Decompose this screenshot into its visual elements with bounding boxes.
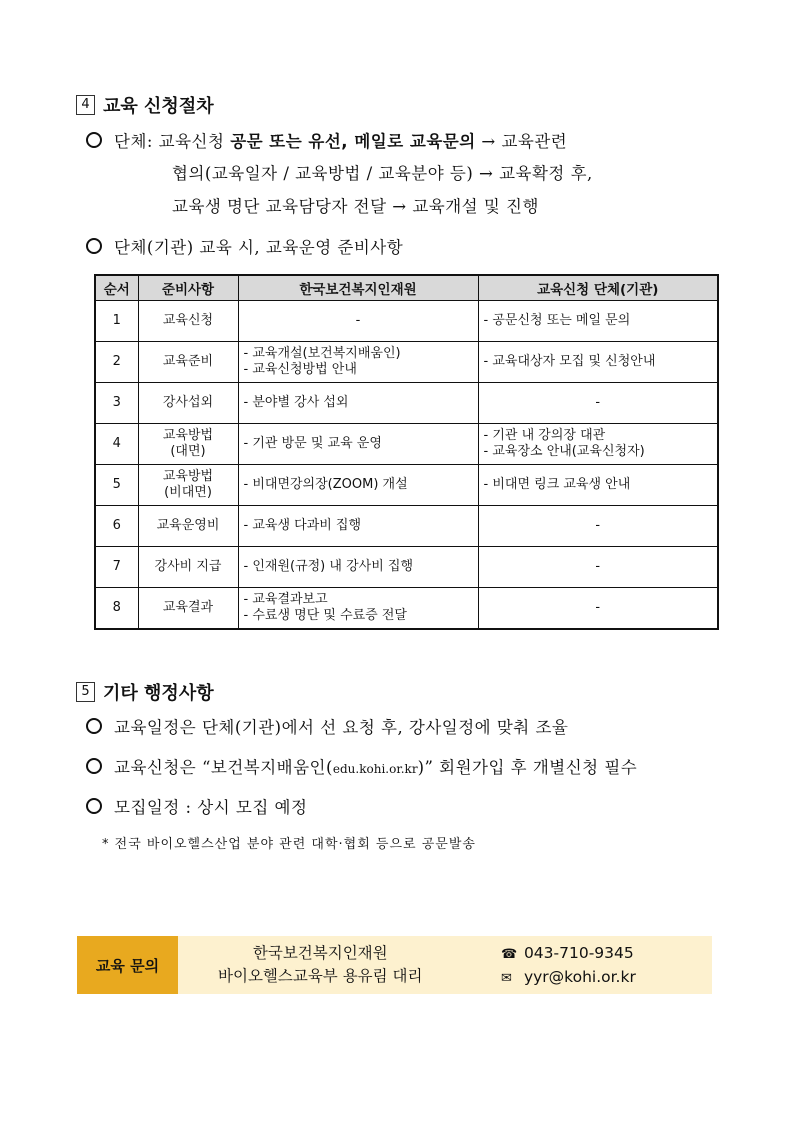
kohi-task-line: - 기관 방문 및 교육 운영 — [243, 436, 382, 451]
kohi-task-line: - 교육신청방법 안내 — [243, 362, 357, 377]
prep-item-text: 교육운영비 — [156, 518, 220, 533]
circle-bullet-icon — [86, 718, 102, 734]
row-number — [95, 547, 138, 588]
row-number-text: 2 — [112, 354, 121, 369]
prep-item — [138, 465, 238, 506]
org-task-line: - 비대면 링크 교육생 안내 — [483, 477, 631, 492]
kohi-task — [238, 547, 478, 588]
phone-icon: ☎ — [501, 947, 518, 962]
section-title: 기타 행정사항 — [103, 683, 214, 704]
prep-item-text: 교육방법 (비대면) — [162, 469, 214, 500]
kohi-task-line: - 수료생 명단 및 수료증 전달 — [243, 608, 407, 623]
procedure-line-3: 교육생 명단 교육담당자 전달 → 교육개설 및 진행 — [172, 197, 539, 216]
procedure-paragraph: 단체: 교육신청 공문 또는 유선, 메일로 교육문의 → 교육관련 — [86, 128, 567, 152]
header-cell: 준비사항 — [138, 275, 238, 301]
table-row — [95, 547, 718, 588]
org-task-line: - — [595, 559, 601, 574]
site-url: edu.kohi.or.kr — [332, 762, 418, 776]
org-task-line: - 교육대상자 모집 및 신청안내 — [483, 354, 656, 369]
schedule-paragraph: 교육일정은 단체(기관)에서 선 요청 후, 강사일정에 맞춰 조율 — [86, 714, 568, 738]
footnote: * 전국 바이오헬스산업 분야 관련 대학·협회 등으로 공문발송 — [102, 837, 476, 852]
contact-phone: 043-710-9345 — [523, 944, 634, 962]
circle-bullet-icon — [86, 758, 102, 774]
kohi-task — [238, 588, 478, 630]
kohi-task-line: - 분야별 강사 섭외 — [243, 395, 349, 410]
org-task — [478, 301, 718, 342]
org-task-line: - — [595, 600, 601, 615]
prep-item-text: 교육준비 — [162, 354, 214, 369]
kohi-task — [238, 342, 478, 383]
prep-item-text: 교육결과 — [162, 600, 214, 615]
circle-bullet-icon — [86, 798, 102, 814]
table-row — [95, 424, 718, 465]
prep-item — [138, 301, 238, 342]
signup-paragraph: 교육신청은 “보건복지배움인(edu.kohi.or.kr)” 회원가입 후 개별신청 필수 — [86, 754, 637, 778]
circle-bullet-icon — [86, 132, 102, 148]
prep-item-text: 교육신청 — [162, 313, 214, 328]
contact-org-block — [218, 942, 423, 988]
prep-item — [138, 506, 238, 547]
row-number — [95, 342, 138, 383]
circle-bullet-icon — [86, 238, 102, 254]
contact-email[interactable]: yyr@kohi.or.kr — [523, 968, 636, 986]
row-number-text: 5 — [112, 477, 121, 492]
kohi-task-line: - 교육개설(보건복지배움인) — [243, 346, 401, 361]
contact-body — [178, 936, 712, 994]
org-task-line: - 기관 내 강의장 대관 — [483, 428, 606, 443]
contact-label: 교육 문의 — [77, 936, 178, 994]
contact-person: 바이오헬스교육부 용유림 대리 — [218, 967, 423, 985]
contact-info — [501, 942, 636, 990]
section-title: 교육 신청절차 — [103, 96, 214, 117]
prep-item — [138, 342, 238, 383]
prep-item — [138, 547, 238, 588]
row-number-text: 1 — [112, 313, 121, 328]
row-number-text: 8 — [112, 600, 121, 615]
kohi-task — [238, 301, 478, 342]
contact-org: 한국보건복지인재원 — [252, 944, 388, 962]
header-cell: 순서 — [95, 275, 138, 301]
kohi-task-line: - — [355, 313, 361, 328]
table-row — [95, 465, 718, 506]
table-row — [95, 301, 718, 342]
table-row — [95, 588, 718, 630]
prep-item-text: 강사섭외 — [162, 395, 214, 410]
header-cell: 교육신청 단체(기관) — [478, 275, 718, 301]
kohi-task-line: - 교육생 다과비 집행 — [243, 518, 362, 533]
kohi-task-line: - 인재원(규정) 내 강사비 집행 — [243, 559, 414, 574]
section-number-box: 4 — [76, 95, 95, 115]
table-row — [95, 342, 718, 383]
row-number — [95, 506, 138, 547]
org-task — [478, 465, 718, 506]
kohi-task-line: - 교육결과보고 — [243, 592, 328, 607]
org-task — [478, 342, 718, 383]
row-number — [95, 301, 138, 342]
org-task-line: - 교육장소 안내(교육신청자) — [483, 444, 645, 459]
org-task-line: - — [595, 518, 601, 533]
org-task — [478, 588, 718, 630]
row-number — [95, 424, 138, 465]
row-number — [95, 383, 138, 424]
row-number-text: 7 — [112, 559, 121, 574]
org-task — [478, 424, 718, 465]
prep-item-text: 교육방법 (대면) — [162, 428, 214, 459]
kohi-task — [238, 424, 478, 465]
row-number-text: 3 — [112, 395, 121, 410]
prep-table — [94, 274, 719, 630]
prep-item — [138, 424, 238, 465]
table-header-row — [95, 275, 718, 301]
section5-heading — [76, 679, 214, 705]
mail-icon: ✉ — [501, 971, 512, 986]
prep-paragraph: 단체(기관) 교육 시, 교육운영 준비사항 — [86, 234, 403, 258]
row-number — [95, 465, 138, 506]
section-number-box: 5 — [76, 682, 95, 702]
header-cell: 한국보건복지인재원 — [238, 275, 478, 301]
org-task — [478, 383, 718, 424]
section4-heading — [76, 92, 214, 118]
table-row — [95, 506, 718, 547]
recruit-paragraph: 모집일정 : 상시 모집 예정 — [86, 794, 307, 818]
prep-item — [138, 383, 238, 424]
procedure-line-2: 협의(교육일자 / 교육방법 / 교육분야 등) → 교육확정 후, — [172, 164, 593, 183]
org-task — [478, 506, 718, 547]
row-number-text: 4 — [112, 436, 121, 451]
org-task-line: - — [595, 395, 601, 410]
table-row — [95, 383, 718, 424]
kohi-task — [238, 383, 478, 424]
kohi-task-line: - 비대면강의장(ZOOM) 개설 — [243, 477, 408, 492]
prep-item-text: 강사비 지급 — [154, 559, 222, 574]
row-number — [95, 588, 138, 630]
contact-box — [77, 936, 712, 994]
org-task — [478, 547, 718, 588]
org-task-line: - 공문신청 또는 메일 문의 — [483, 313, 631, 328]
row-number-text: 6 — [112, 518, 121, 533]
prep-item — [138, 588, 238, 630]
kohi-task — [238, 506, 478, 547]
kohi-task — [238, 465, 478, 506]
